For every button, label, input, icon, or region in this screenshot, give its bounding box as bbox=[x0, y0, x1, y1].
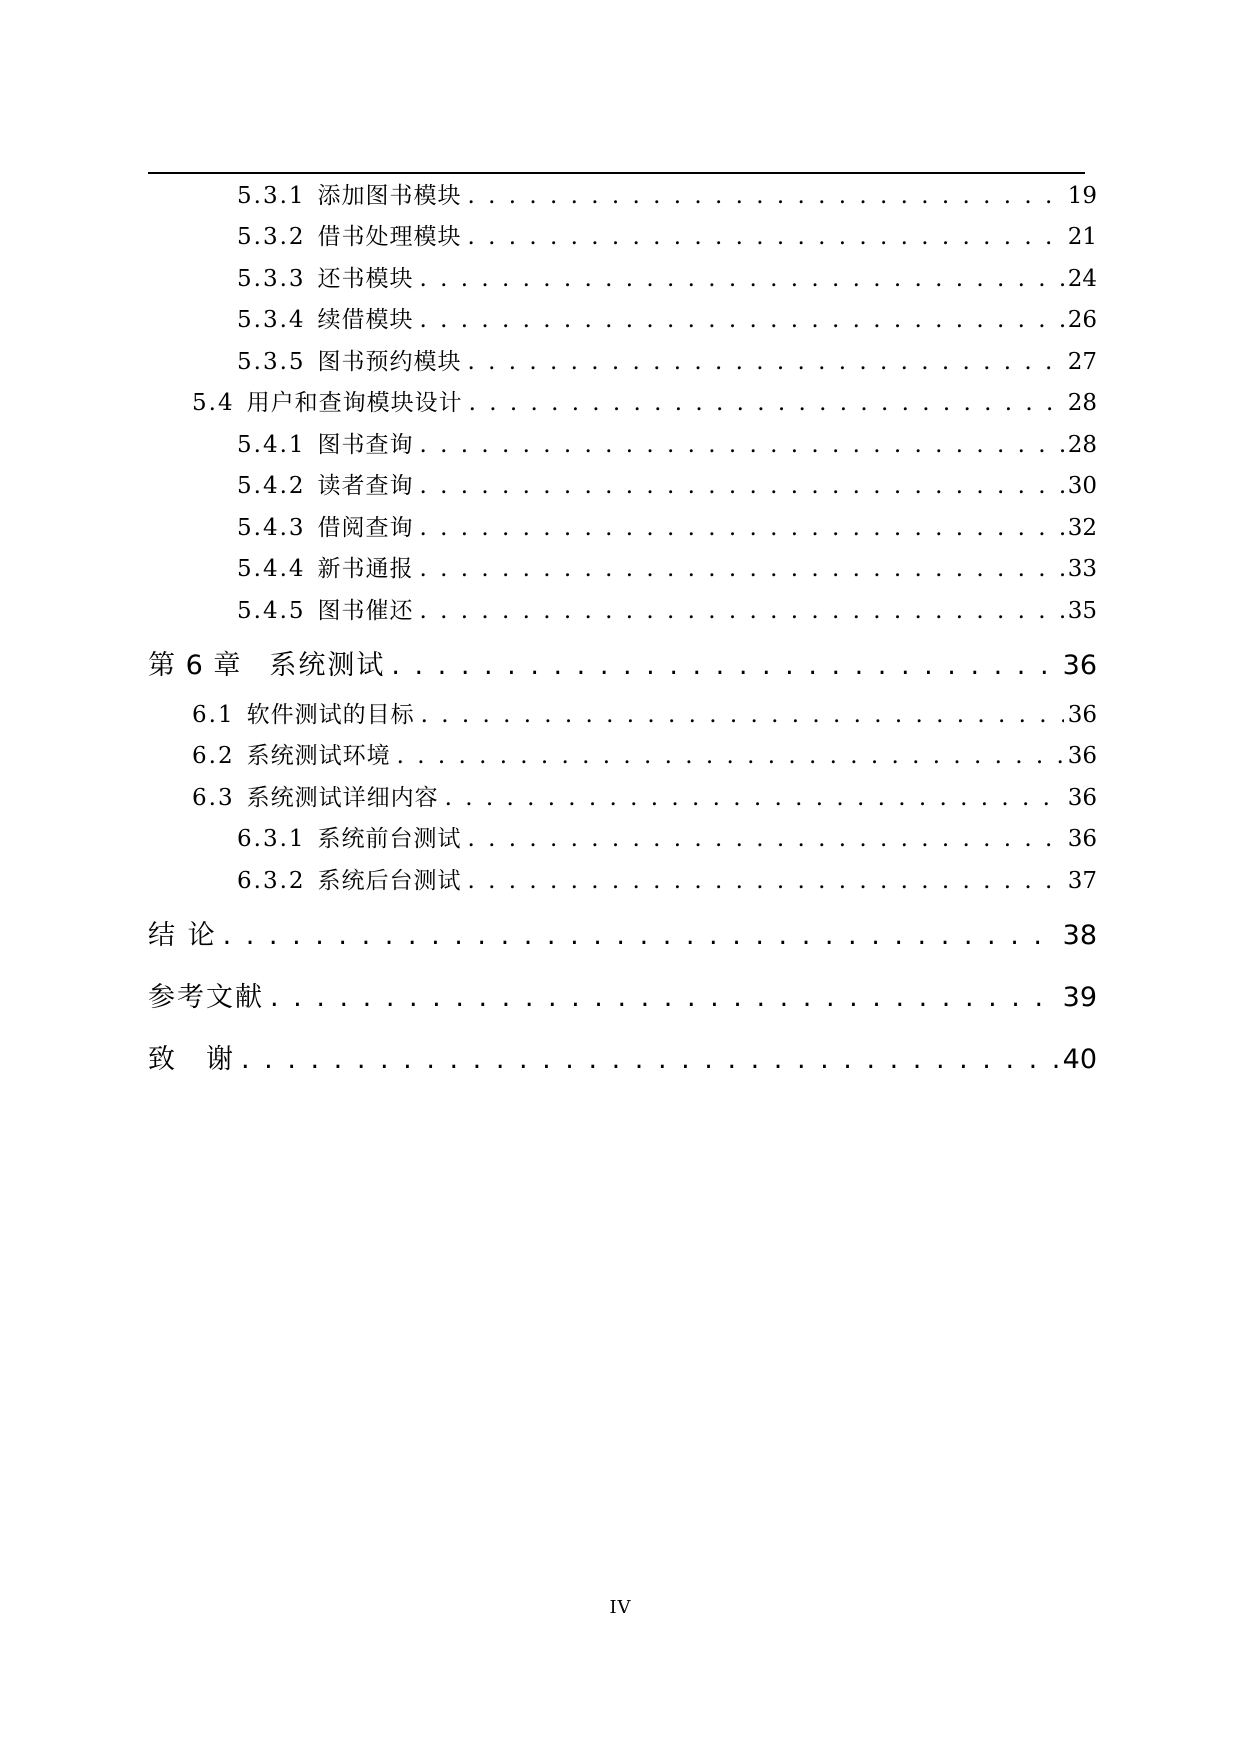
toc-entry-page: 36 bbox=[1067, 743, 1097, 769]
toc-entry-5-4-2[interactable] bbox=[148, 468, 1097, 504]
toc-entry-page: 24 bbox=[1067, 266, 1097, 292]
toc-entry-5-4-5[interactable] bbox=[148, 593, 1097, 629]
toc-leader-dots bbox=[397, 738, 1064, 774]
toc-leader-dots bbox=[468, 344, 1064, 380]
toc-leader-dots bbox=[468, 219, 1064, 255]
toc-entry-number: 5.3.5 bbox=[237, 349, 306, 375]
toc-leader-dots bbox=[420, 593, 1064, 629]
toc-entry-page: 28 bbox=[1067, 390, 1097, 416]
toc-entry-number: 6.3 bbox=[192, 785, 235, 811]
toc-entry-page: 19 bbox=[1067, 183, 1097, 209]
toc-leader-dots bbox=[391, 644, 1058, 688]
toc-entry-title: 图书预约模块 bbox=[317, 349, 462, 375]
toc-entry-page: 36 bbox=[1062, 650, 1097, 681]
toc-entry-references[interactable] bbox=[148, 976, 1097, 1020]
toc-leader-dots bbox=[420, 551, 1064, 587]
toc-entry-6-3-1[interactable] bbox=[148, 821, 1097, 857]
toc-entry-title: 结 论 bbox=[148, 920, 217, 951]
toc-entry-number: 5.3.2 bbox=[237, 224, 306, 250]
toc-entry-title: 参考文献 bbox=[148, 982, 264, 1013]
toc-entry-number: 5.4.2 bbox=[237, 473, 306, 499]
toc-leader-dots bbox=[223, 914, 1059, 958]
toc-entry-6-3-2[interactable] bbox=[148, 863, 1097, 899]
toc-entry-page: 36 bbox=[1067, 702, 1097, 728]
toc-entry-title: 系统测试环境 bbox=[246, 743, 391, 769]
toc-entry-5-4-4[interactable] bbox=[148, 551, 1097, 587]
toc-entry-6-3[interactable] bbox=[148, 780, 1097, 816]
toc-entry-5-3-4[interactable] bbox=[148, 302, 1097, 338]
toc-entry-number: 5.4 bbox=[192, 390, 235, 416]
toc-entry-number: 5.4.5 bbox=[237, 598, 306, 624]
toc-leader-dots bbox=[468, 821, 1064, 857]
toc-entry-5-4-3[interactable] bbox=[148, 510, 1097, 546]
toc-entry-number: 5.4.1 bbox=[237, 432, 306, 458]
toc-entry-number: 6.2 bbox=[192, 743, 235, 769]
toc-entry-number: 6.3.1 bbox=[237, 826, 306, 852]
toc-entry-page: 30 bbox=[1067, 473, 1097, 499]
toc-entry-number: 6.1 bbox=[192, 702, 235, 728]
toc-entry-number: 6.3.2 bbox=[237, 868, 306, 894]
toc-entry-5-3-2[interactable] bbox=[148, 219, 1097, 255]
toc-entry-chapter-6[interactable] bbox=[148, 644, 1097, 688]
toc-entry-title: 用户和查询模块设计 bbox=[246, 390, 463, 416]
toc-entry-number: 5.3.4 bbox=[237, 307, 306, 333]
toc-entry-5-3-5[interactable] bbox=[148, 344, 1097, 380]
toc-entry-title: 系统测试 bbox=[269, 650, 386, 681]
toc-entry-page: 35 bbox=[1067, 598, 1097, 624]
toc-entry-page: 33 bbox=[1067, 556, 1097, 582]
toc-entry-number: 5.4.4 bbox=[237, 556, 306, 582]
toc-entry-title: 系统测试详细内容 bbox=[246, 785, 439, 811]
toc-entry-page: 21 bbox=[1067, 224, 1097, 250]
toc-entry-conclusion[interactable] bbox=[148, 914, 1097, 958]
page-number: IV bbox=[609, 1597, 632, 1618]
toc-leader-dots bbox=[420, 302, 1064, 338]
toc-entry-page: 32 bbox=[1067, 515, 1097, 541]
toc-entry-page: 26 bbox=[1067, 307, 1097, 333]
toc-entry-page: 40 bbox=[1062, 1044, 1097, 1075]
toc-entry-number: 第 6 章 bbox=[148, 650, 242, 681]
toc-entry-title: 借阅查询 bbox=[317, 515, 414, 541]
toc-entry-5-4-1[interactable] bbox=[148, 427, 1097, 463]
toc-entry-title: 系统后台测试 bbox=[317, 868, 462, 894]
toc-leader-dots bbox=[421, 697, 1064, 733]
toc-entry-page: 36 bbox=[1067, 785, 1097, 811]
toc-entry-6-2[interactable] bbox=[148, 738, 1097, 774]
toc-entry-title: 添加图书模块 bbox=[317, 183, 462, 209]
toc-entry-title: 图书催还 bbox=[317, 598, 414, 624]
toc-entry-page: 38 bbox=[1062, 920, 1097, 951]
toc-entry-title: 软件测试的目标 bbox=[246, 702, 415, 728]
toc-leader-dots bbox=[445, 780, 1064, 816]
toc-leader-dots bbox=[420, 261, 1064, 297]
toc-leader-dots bbox=[468, 863, 1064, 899]
toc-leader-dots bbox=[469, 385, 1064, 421]
toc-entry-6-1[interactable] bbox=[148, 697, 1097, 733]
toc-entry-number: 5.4.3 bbox=[237, 515, 306, 541]
toc-entry-title: 致 谢 bbox=[148, 1044, 235, 1075]
toc-leader-dots bbox=[420, 468, 1064, 504]
toc-leader-dots bbox=[420, 510, 1064, 546]
toc-entry-title: 还书模块 bbox=[317, 266, 414, 292]
toc-entry-page: 37 bbox=[1067, 868, 1097, 894]
toc-leader-dots bbox=[241, 1038, 1059, 1082]
toc-entry-title: 读者查询 bbox=[317, 473, 414, 499]
toc-entry-5-3-1[interactable] bbox=[148, 178, 1097, 214]
toc-leader-dots bbox=[270, 976, 1059, 1020]
header-rule bbox=[148, 172, 1085, 174]
toc-entry-title: 借书处理模块 bbox=[317, 224, 462, 250]
toc-entry-number: 5.3.1 bbox=[237, 183, 306, 209]
toc-entry-page: 39 bbox=[1062, 982, 1097, 1013]
toc-entry-title: 新书通报 bbox=[317, 556, 414, 582]
toc-entry-title: 续借模块 bbox=[317, 307, 414, 333]
toc-entry-number: 5.3.3 bbox=[237, 266, 306, 292]
toc-entry-acknowledgements[interactable] bbox=[148, 1038, 1097, 1082]
toc-entry-title: 系统前台测试 bbox=[317, 826, 462, 852]
toc-entry-page: 28 bbox=[1067, 432, 1097, 458]
toc-leader-dots bbox=[468, 178, 1064, 214]
toc-entry-page: 27 bbox=[1067, 349, 1097, 375]
toc-entry-page: 36 bbox=[1067, 826, 1097, 852]
toc-leader-dots bbox=[420, 427, 1064, 463]
toc-entry-5-4[interactable] bbox=[148, 385, 1097, 421]
toc-entry-5-3-3[interactable] bbox=[148, 261, 1097, 297]
toc-entry-title: 图书查询 bbox=[317, 432, 414, 458]
